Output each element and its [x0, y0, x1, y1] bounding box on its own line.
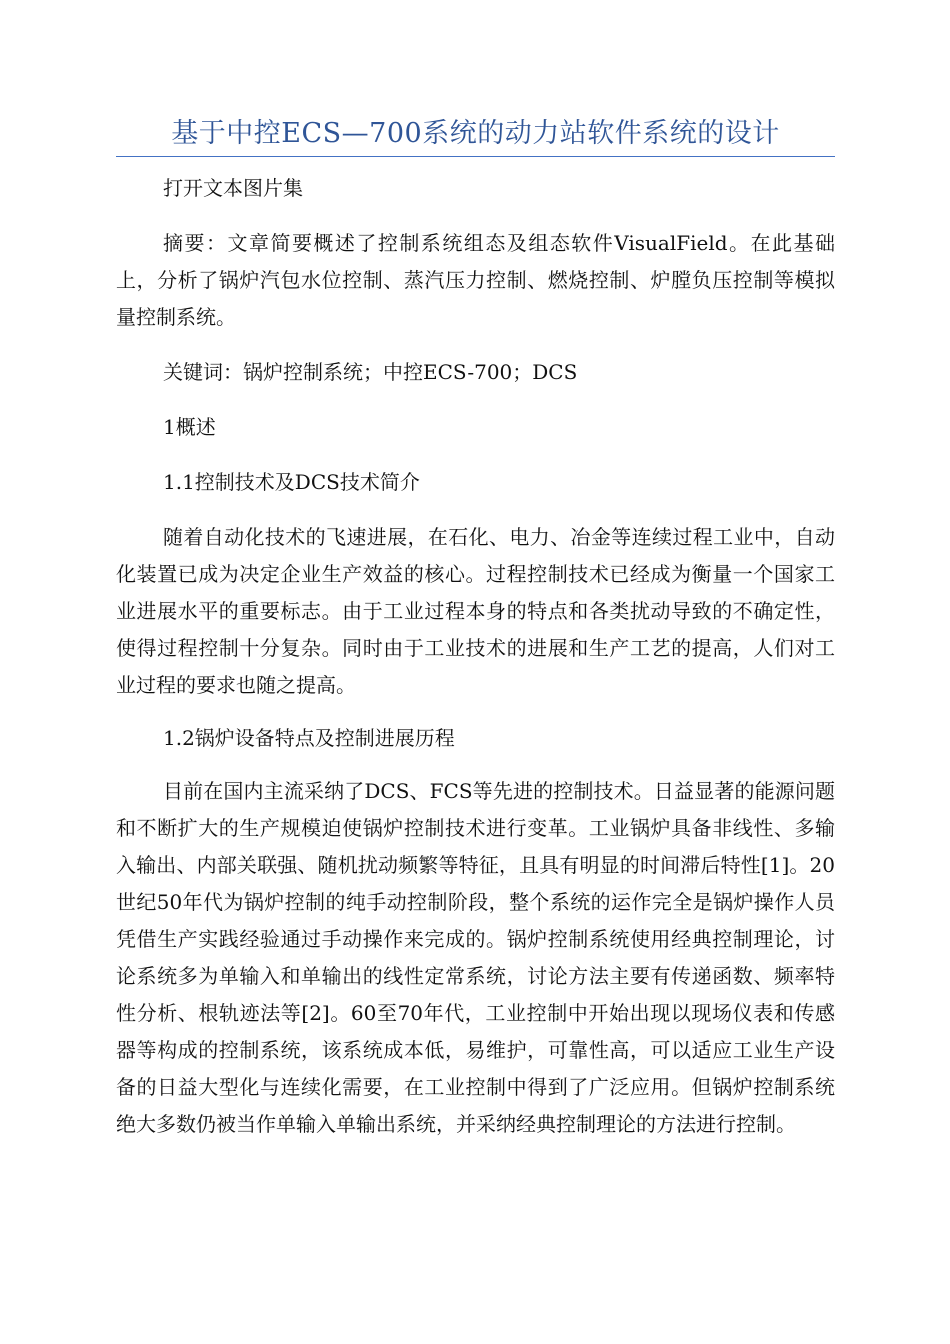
boiler-paragraph: 目前在国内主流采纳了DCS、FCS等先进的控制技术。日益显著的能源问题和不断扩大的生产规模迫使锅炉控制技术进行变革。工业锅炉具备非线性、多输入输出、内部关联强、随机扰动频繁等特征，且具有明显的时间滞后特性[1]。20世纪50年代为锅炉控制的纯手动控制阶段，整个系统的运作完全是锅炉操作人员凭借生产实践经验通过手动操作来完成的。锅炉控制系统使用经典控制理论，讨论系统多为单输入和单输出的线性定常系统，讨论方法主要有传递函数、频率特性分析、根轨迹法等[2]。60至70年代，工业控制中开始出现以现场仪表和传感器等构成的控制系统，该系统成本低，易维护，可靠性高，可以适应工业生产设备的日益大型化与连续化需要，在工业控制中得到了广泛应用。但锅炉控制系统绝大多数仍被当作单输入单输出系统，并采纳经典控制理论的方法进行控制。	[116, 779, 835, 1136]
open-image-set-link[interactable]: 打开文本图片集	[163, 176, 303, 200]
abstract-paragraph: 摘要：文章简要概述了控制系统组态及组态软件VisualField。在此基础上，分析了锅炉汽包水位控制、蒸汽压力控制、燃烧控制、炉膛负压控制等模拟量控制系统。	[116, 231, 835, 329]
control-tech-paragraph: 随着自动化技术的飞速进展，在石化、电力、冶金等连续过程工业中，自动化装置已成为决定企业生产效益的核心。过程控制技术已经成为衡量一个国家工业进展水平的重要标志。由于工业过程本身的特点和各类扰动导致的不确定性，使得过程控制十分复杂。同时由于工业技术的进展和生产工艺的提高，人们对工业过程的要求也随之提高。	[116, 525, 835, 697]
section-heading-boiler: 1.2锅炉设备特点及控制进展历程	[163, 726, 455, 750]
keywords-line: 关键词：锅炉控制系统；中控ECS-700；DCS	[163, 360, 578, 384]
document-body	[116, 170, 835, 1143]
section-heading-overview: 1概述	[163, 415, 216, 439]
document-title: 基于中控ECS—700系统的动力站软件系统的设计	[171, 118, 780, 149]
section-heading-control-tech: 1.1控制技术及DCS技术简介	[163, 470, 420, 494]
title-block	[116, 112, 835, 157]
